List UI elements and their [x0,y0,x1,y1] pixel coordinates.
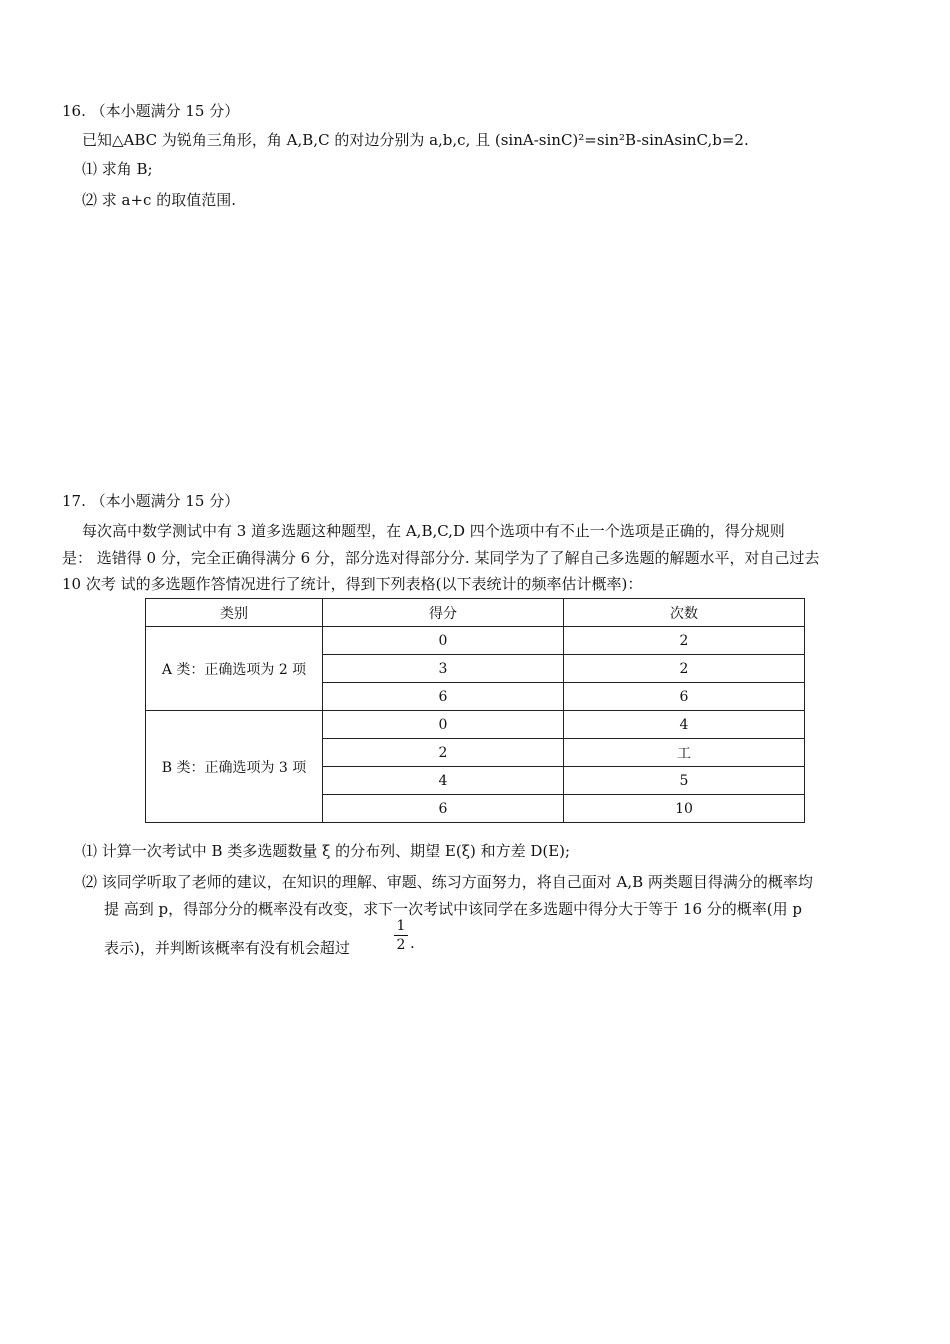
score-cell: 2 [323,739,564,767]
fraction-one-half [394,918,408,953]
score-table [145,598,805,823]
header-count: 次数 [564,599,805,627]
q17-stem-line3: 10 次考 试的多选题作答情况进行了统计，得到下列表格(以下表统计的频率估计概率)： [62,575,643,593]
q17-part2-line1: ⑵ 该同学听取了老师的建议，在知识的理解、审题、练习方面努力，将自己面对 A,B 两类题目得满分的概率均 [82,873,813,891]
score-cell: 0 [323,711,564,739]
q16-part1: ⑴ 求角 B; [82,160,153,178]
group-b-label: B 类：正确选项为 3 项 [146,711,323,823]
q16-stem: 已知△ABC 为锐角三角形，角 A,B,C 的对边分别为 a,b,c, 且 (sinA-sinC)²=sin²B-sinAsinC,b=2. [82,131,749,149]
q17-stem-line1: 每次高中数学测试中有 3 道多选题这种题型，在 A,B,C,D 四个选项中有不止一个选项是正确的，得分规则 [82,522,785,540]
table-header-row [146,599,805,627]
count-cell: 5 [564,767,805,795]
count-cell: 10 [564,795,805,823]
q17-part1: ⑴ 计算一次考试中 B 类多选题数量 ξ 的分布列、期望 E(ξ) 和方差 D(E); [82,842,571,860]
count-cell: 工 [564,739,805,767]
score-cell: 3 [323,655,564,683]
q17-stem-line2: 是： 选错得 0 分，完全正确得满分 6 分，部分选对得部分分. 某同学为了了解自己多选题的解题水平，对自己过去 [62,549,820,567]
fraction-bar [394,935,408,936]
q16-header: 16. （本小题满分 15 分） [62,102,240,120]
score-cell: 6 [323,795,564,823]
score-cell: 6 [323,683,564,711]
score-cell: 4 [323,767,564,795]
header-category: 类别 [146,599,323,627]
header-score: 得分 [323,599,564,627]
table-row [146,711,805,739]
count-cell: 6 [564,683,805,711]
q16-part2: ⑵ 求 a+c 的取值范围. [82,191,236,209]
table-row [146,627,805,655]
fraction-numerator: 1 [396,918,406,934]
group-a-label: A 类：正确选项为 2 项 [146,627,323,711]
count-cell: 4 [564,711,805,739]
q17-part2-line2: 提 高到 p，得部分分的概率没有改变，求下一次考试中该同学在多选题中得分大于等于 16 分的概率(用 p [104,900,802,918]
fraction-denominator: 2 [396,937,406,953]
count-cell: 2 [564,627,805,655]
q17-part2-line3: 表示)，并判断该概率有没有机会超过 [104,939,350,957]
fraction-period: . [410,934,415,952]
q17-header: 17. （本小题满分 15 分） [62,492,240,510]
count-cell: 2 [564,655,805,683]
score-cell: 0 [323,627,564,655]
